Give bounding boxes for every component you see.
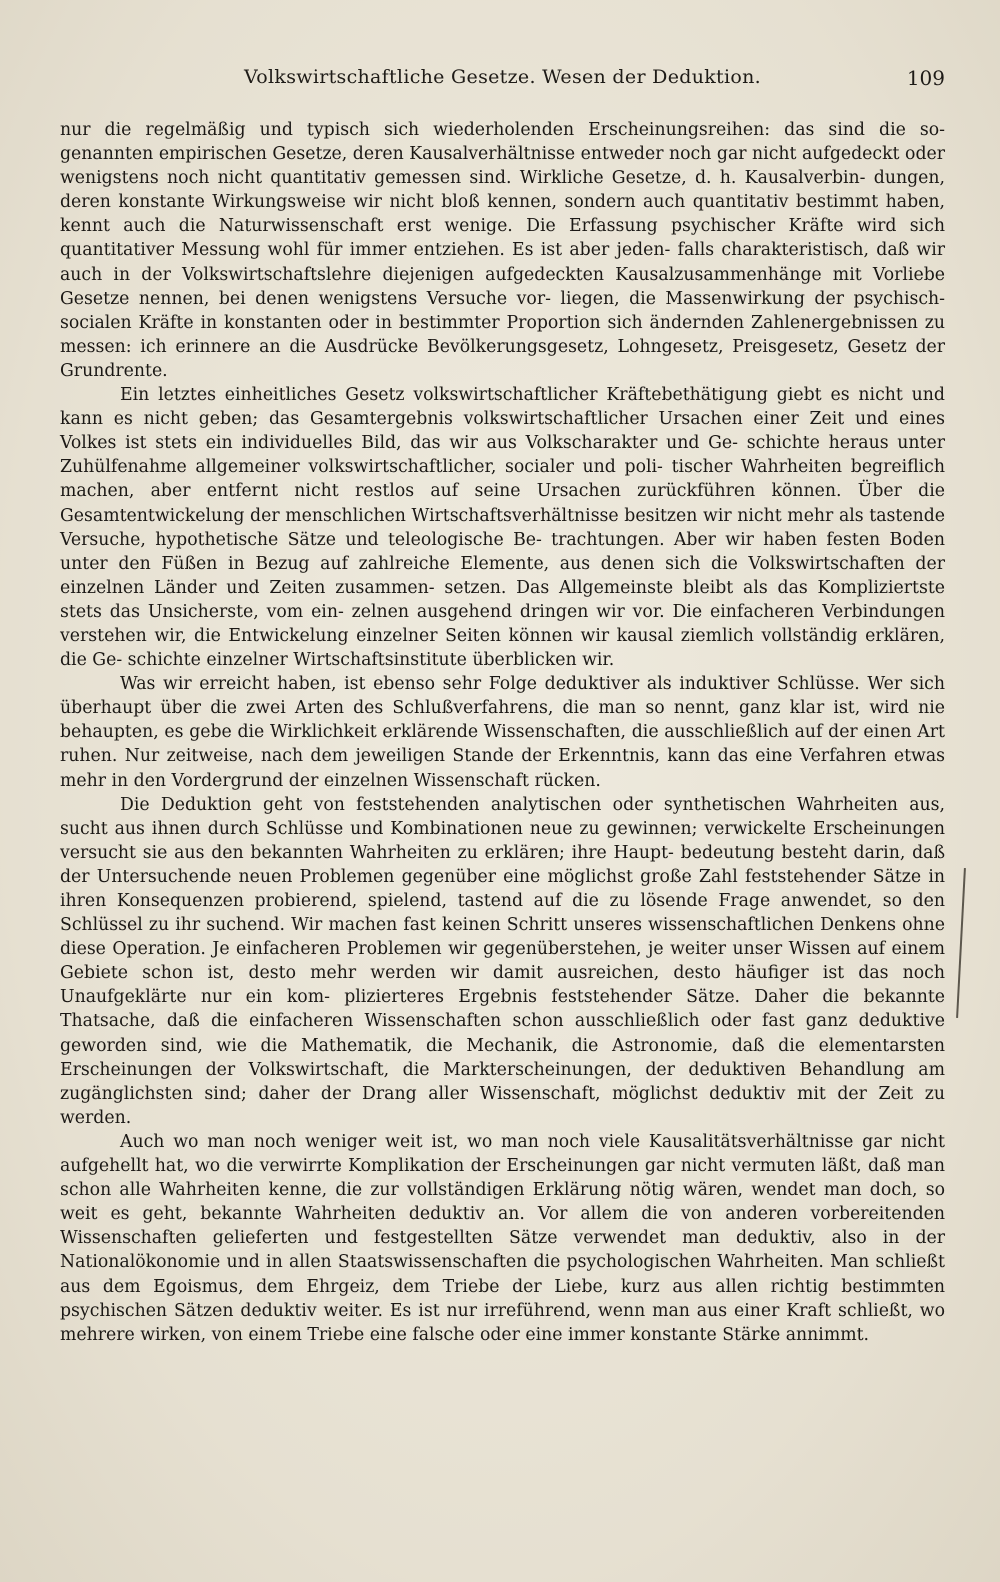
paragraph-4: Die Deduktion geht von feststehenden analytischen oder synthetischen Wahrheiten aus, sucht aus ihnen durch Schlüsse und Kombinationen neue zu gewinnen; verwickelte Erscheinungen versucht sie aus den bekannten Wahrheiten zu erklären; ihre Haupt- bedeutung besteht darin, daß der Untersuchende neuen Problemen gegenüber eine möglichst große Zahl feststehender Sätze in ihren Konsequenzen probierend, spielend, tastend auf die zu lösende Frage anwendet, so den Schlüssel zu ihr suchend. Wir machen fast keinen Schritt unseres wissenschaftlichen Denkens ohne diese Operation. Je einfacheren Problemen wir gegenüberstehen, je weiter unser Wissen auf einem Gebiete schon ist, desto mehr werden wir damit ausreichen, desto häufiger ist das noch Unaufgeklärte nur ein kom- plizierteres Ergebnis feststehender Sätze. Daher die bekannte Thatsache, daß die einfacheren Wissenschaften schon ausschließlich oder fast ganz deduktive geworden sind, wie die Mathematik, die Mechanik, die Astronomie, daß die elementarsten Erscheinungen der Volkswirtschaft, die Markterscheinungen, der deduktiven Behandlung am zugänglichsten sind; daher der Drang aller Wissenschaft, möglichst deduktiv mit der Zeit zu werden.	[60, 794, 945, 1128]
paragraph-2: Ein letztes einheitliches Gesetz volkswirtschaftlicher Kräftebethätigung giebt es nicht und kann es nicht geben; das Gesamtergebnis volkswirtschaftlicher Ursachen einer Zeit und eines Volkes ist stets ein individuelles Bild, das wir aus Volkscharakter und Ge- schichte heraus unter Zuhülfenahme allgemeiner volkswirtschaftlicher, socialer und poli- tischer Wahrheiten begreiflich machen, aber entfernt nicht restlos auf seine Ursachen zurückführen können. Über die Gesamtentwickelung der menschlichen Wirtschaftsverhältnisse besitzen wir nicht mehr als tastende Versuche, hypothetische Sätze und teleologische Be- trachtungen. Aber wir haben festen Boden unter den Füßen in Bezug auf zahlreiche Elemente, aus denen sich die Volkswirtschaften der einzelnen Länder und Zeiten zusammen- setzen. Das Allgemeinste bleibt als das Kompliziertste stets das Unsicherste, vom ein- zelnen ausgehend dringen wir vor. Die einfacheren Verbindungen verstehen wir, die Entwickelung einzelner Seiten können wir kausal ziemlich vollständig erklären, die Ge- schichte einzelner Wirtschaftsinstitute überblicken wir.	[60, 385, 945, 671]
paragraph-1: nur die regelmäßig und typisch sich wiederholenden Erscheinungsreihen: das sind die so- genannten empirischen Gesetze, deren Kausalverhältnisse entweder noch gar nicht aufgedeckt oder wenigstens noch nicht quantitativ gemessen sind. Wirkliche Gesetze, d. h. Kausalverbin- dungen, deren konstante Wirkungsweise wir nicht bloß kennen, sondern auch quantitativ bestimmt haben, kennt auch die Naturwissenschaft erst wenige. Die Erfassung psychischer Kräfte wird sich quantitativer Messung wohl für immer entziehen. Es ist aber jeden- falls charakteristisch, daß wir auch in der Volkswirtschaftslehre diejenigen aufgedeckten Kausalzusammenhänge mit Vorliebe Gesetze nennen, bei denen wenigstens Versuche vor- liegen, die Massenwirkung der psychisch-socialen Kräfte in konstanten oder in bestimmter Proportion sich ändernden Zahlenergebnissen zu messen: ich erinnere an die Ausdrücke Bevölkerungsgesetz, Lohngesetz, Preisgesetz, Gesetz der Grundrente.	[60, 120, 945, 381]
paragraph-3: Was wir erreicht haben, ist ebenso sehr Folge deduktiver als induktiver Schlüsse. Wer sich überhaupt über die zwei Arten des Schlußverfahrens, die man so nennt, ganz klar ist, wird nie behaupten, es gebe die Wirklichkeit erklärende Wissenschaften, die ausschließlich auf der einen Art ruhen. Nur zeitweise, nach dem jeweiligen Stande der Erkenntnis, kann das eine Verfahren etwas mehr in den Vordergrund der einzelnen Wissenschaft rücken.	[60, 674, 945, 791]
margin-pencil-mark	[956, 868, 966, 1018]
paragraph-5: Auch wo man noch weniger weit ist, wo man noch viele Kausalitätsverhältnisse gar nicht aufgehellt hat, wo die verwirrte Komplikation der Erscheinungen gar nicht vermuten läßt, daß man schon alle Wahrheiten kenne, die zur vollständigen Erklärung nötig wären, wendet man doch, so weit es geht, bekannte Wahrheiten deduktiv an. Vor allem die von anderen vorbereitenden Wissenschaften gelieferten und festgestellten Sätze verwendet man deduktiv, also in der Nationalökonomie und in allen Staatswissenschaften die psychologischen Wahrheiten. Man schließt aus dem Egoismus, dem Ehrgeiz, dem Triebe der Liebe, kurz aus allen richtig bestimmten psychischen Sätzen deduktiv weiter. Es ist nur irreführend, wenn man aus einer Kraft schließt, wo mehrere wirken, von einem Triebe eine falsche oder eine immer konstante Stärke annimmt.	[60, 1131, 945, 1345]
running-head: Volkswirtschaftliche Gesetze. Wesen der Deduktion.	[244, 66, 761, 88]
page-header	[60, 66, 945, 96]
page-number: 109	[906, 66, 945, 90]
body-text	[60, 118, 945, 1347]
